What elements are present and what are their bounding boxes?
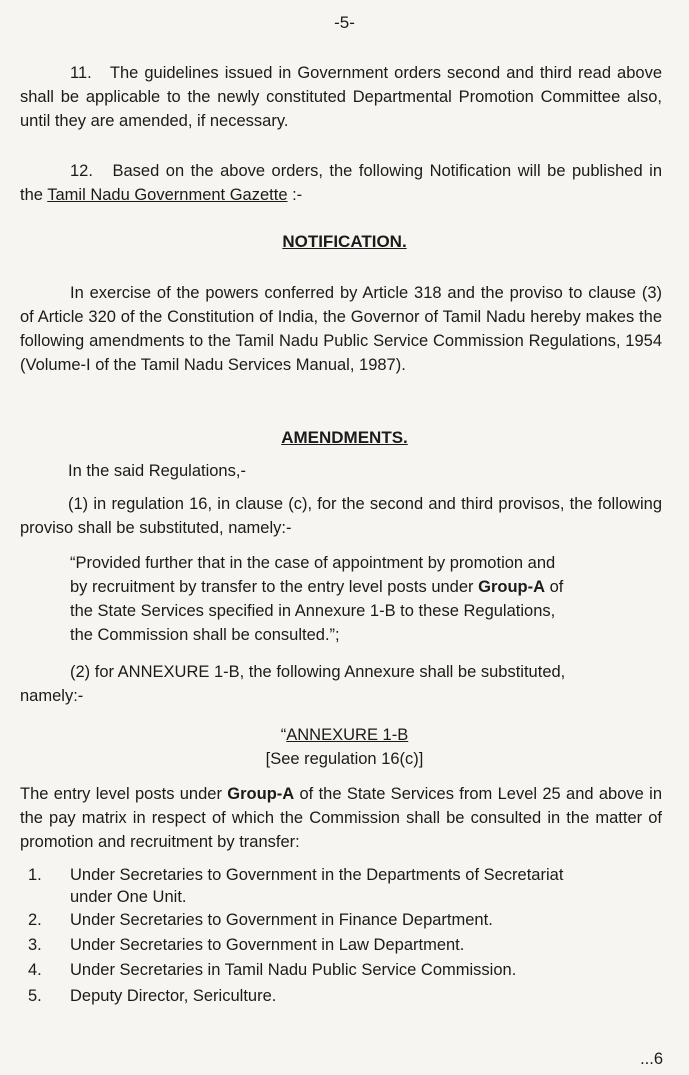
annexure-title-text: ANNEXURE 1-B — [286, 726, 409, 744]
list-item-text: Under Secretaries in Tamil Nadu Public Service Commission. — [70, 961, 517, 979]
list-item-number: 5. — [28, 987, 42, 1005]
annexure-quote: “ — [280, 726, 287, 744]
amendment-1: (1) in regulation 16, in clause (c), for the second and third provisos, the following proviso shall be substituted, namely:- — [20, 495, 662, 537]
list-item-number: 4. — [28, 961, 42, 979]
amendment-2 — [20, 660, 662, 684]
list-item-text: Deputy Director, Sericulture. — [70, 987, 277, 1005]
paragraph-11-number: 11. — [70, 64, 92, 82]
amendment-2-namely: namely:- — [20, 687, 84, 705]
gazette-name: Tamil Nadu Government Gazette — [47, 186, 288, 204]
paragraph-12 — [20, 159, 662, 207]
entry-text-end: of the State Services from Level 25 and above in the pay matrix in respect of which the Commission shall be consulted in the matter of promotion and recruitment by transfer: — [20, 785, 662, 851]
amendment-2-line1: (2) for ANNEXURE 1-B, the following Annexure shall be substituted, — [70, 663, 566, 681]
proviso-text-end: of the State Services specified in Annexure 1-B to these Regulations, the Commission shall be consulted.”; — [70, 578, 564, 644]
notification-paragraph: In exercise of the powers conferred by Article 318 and the proviso to clause (3) of Article 320 of the Constitution of India, the Governor of Tamil Nadu hereby makes the following amendments to the Tamil Nadu Public Service Commission Regulations, 1954 (Volume-I of the Tamil Nadu Services Manual, 1987). — [20, 284, 662, 374]
continuation-marker: ...6 — [640, 1050, 663, 1068]
entry-level-paragraph — [20, 782, 662, 854]
entry-group-a: Group-A — [227, 785, 295, 803]
proviso-text-start: “Provided further that in the case of appointment by promotion and by recruitment by transfer to the entry level posts under — [70, 554, 556, 596]
paragraph-12-number: 12. — [70, 162, 93, 180]
paragraph-11 — [20, 61, 662, 133]
list-item-number: 1. — [28, 866, 42, 884]
list-item-number: 3. — [28, 936, 42, 954]
annexure-subtitle: [See regulation 16(c)] — [265, 750, 424, 768]
notification-heading: NOTIFICATION. — [282, 232, 407, 251]
paragraph-11-text: The guidelines issued in Government orders second and third read above shall be applicable to the newly constituted Departmental Promotion Committee also, until they are amended, if necessary. — [20, 64, 662, 130]
entry-text-start: The entry level posts under — [20, 785, 228, 803]
amendments-heading: AMENDMENTS. — [281, 428, 408, 447]
list-item-text: Under Secretaries to Government in Finance Department. — [70, 911, 493, 929]
proviso-text — [70, 551, 576, 647]
paragraph-12-tail: :- — [287, 186, 303, 204]
list-item-text: Under Secretaries to Government in Law Department. — [70, 936, 465, 954]
list-item-text: Under Secretaries to Government in the Departments of Secretariat under One Unit. — [70, 866, 564, 906]
page-number: -5- — [334, 13, 355, 32]
annexure-title — [0, 723, 689, 747]
list-item-number: 2. — [28, 911, 42, 929]
paragraph-12-text: Based on the above orders, the following Notification will be published in the — [20, 162, 662, 204]
said-regulations: In the said Regulations,- — [68, 462, 246, 480]
proviso-group-a: Group-A — [478, 578, 546, 596]
